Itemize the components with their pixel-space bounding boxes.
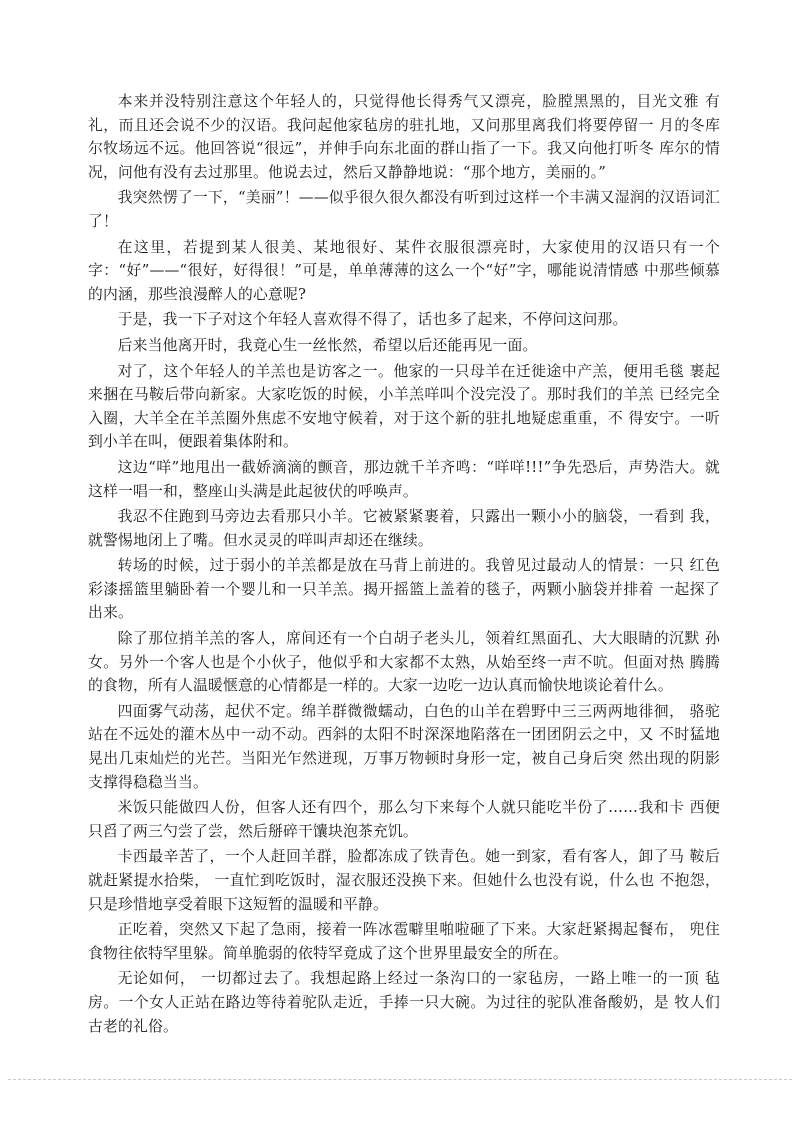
- article-body: [88, 90, 720, 1040]
- paragraph-15: 无论如何， 一切都过去了。我想起路上经过一条沟口的一家毡房，一路上唯一的一顶 毡房。一个女人正站在路边等待着驼队走近，手捧一只大碗。为过往的驼队准备酸奶，是 牧人们古老的礼俗。: [88, 970, 720, 1035]
- paragraph-11: 四面雾气动荡，起伏不定。绵羊群微微蠕动，白色的山羊在碧野中三三两两地徘徊， 骆驼站在不远处的灌木丛中一动不动。西斜的太阳不时深深地陷落在一团团阴云之中，又 不时猛地晃出几束灿烂的光芒。当阳光乍然迸现，万事万物顿时身形一定，被自己身后突 然出现的阴影支撑得稳稳当当。: [88, 702, 720, 791]
- paragraph-10: 除了那位捎羊羔的客人，席间还有一个白胡子老头儿，领着红黑面孔、大大眼睛的沉默 孙女。另外一个客人也是个小伙子，他似乎和大家都不太熟，从始至终一声不吭。但面对热 腾腾的食物，所有人温暖惬意的心情都是一样的。大家一边吃一边认真而愉快地谈论着什么。: [88, 630, 720, 695]
- paragraph-9: 转场的时候，过于弱小的羊羔都是放在马背上前进的。我曾见过最动人的情景：一只 红色彩漆摇篮里躺卧着一个婴儿和一只羊羔。揭开摇篮上盖着的毯子，两颗小脑袋并排着 一起探了出来。: [88, 557, 720, 622]
- paragraph-6: 对了，这个年轻人的羊羔也是访客之一。他家的一只母羊在迁徙途中产羔，便用毛毯 裹起来捆在马鞍后带向新家。大家吃饭的时候，小羊羔咩叫个没完没了。那时我们的羊羔 已经完全入圈，大羊全在羊羔圈外焦虑不安地守候着，对于这个新的驻扎地疑虑重重，不 得安宁。一听到小羊在叫，便跟着集体附和。: [88, 362, 720, 451]
- paragraph-14: 正吃着，突然又下起了急雨，接着一阵冰雹噼里啪啦砸了下来。大家赶紧揭起餐布， 兜住食物往依特罕里躲。简单脆弱的依特罕竟成了这个世界里最安全的所在。: [88, 921, 720, 962]
- paragraph-2: 我突然愣了一下，“美丽”！——似乎很久很久都没有听到过这样一个丰满又湿润的汉语词汇了！: [88, 189, 720, 230]
- paragraph-5: 后来当他离开时，我竟心生一丝怅然，希望以后还能再见一面。: [117, 336, 538, 354]
- footer-divider: [8, 1079, 792, 1080]
- paragraph-8: 我忍不住跑到马旁边去看那只小羊。它被紧紧裹着，只露出一颗小小的脑袋，一看到 我，就警惕地闭上了嘴。但水灵灵的咩叫声却还在继续。: [88, 508, 720, 549]
- paragraph-12: 米饭只能做四人份，但客人还有四个，那么匀下来每个人就只能吃半份了……我和卡 西便只舀了两三勺尝了尝，然后掰碎干馕块泡茶充饥。: [88, 799, 720, 840]
- paragraph-3: 在这里，若提到某人很美、某地很好、某件衣服很漂亮时，大家使用的汉语只有一个 字：“好”——“很好，好得很！”可是，单单薄薄的这么一个“好”字，哪能说清情感 中那些倾慕的内涵，那些浪漫醉人的心意呢?: [88, 238, 720, 303]
- paragraph-1: 本来并没特别注意这个年轻人的，只觉得他长得秀气又漂亮，脸膛黑黑的，目光文雅 有礼，而且还会说不少的汉语。我问起他家毡房的驻扎地，又问那里离我们将要停留一 月的冬库尔牧场远不远。他回答说“很远”，并伸手向东北面的群山指了一下。我又向他打听冬 库尔的情况，问他有没有去过那里。他说去过，然后又静静地说：“那个地方，美丽的。”: [88, 93, 720, 181]
- paragraph-7: 这边“咩”地甩出一截娇滴滴的颤音，那边就千羊齐鸣：“咩咩!!!”争先恐后，声势浩大。就这样一唱一和，整座山头满是此起彼伏的呼唤声。: [88, 458, 720, 500]
- paragraph-4: 于是，我一下子对这个年轻人喜欢得不得了，话也多了起来，不停问这问那。: [117, 311, 628, 329]
- paragraph-13: 卡西最辛苦了，一个人赶回羊群，脸都冻成了铁青色。她一到家，看有客人，卸了马 鞍后就赶紧提水拾柴， 一直忙到吃饭时，湿衣服还没换下来。但她什么也没有说，什么也 不抱怨，只是珍惜地享受着眼下这短暂的温暖和平静。: [88, 848, 720, 913]
